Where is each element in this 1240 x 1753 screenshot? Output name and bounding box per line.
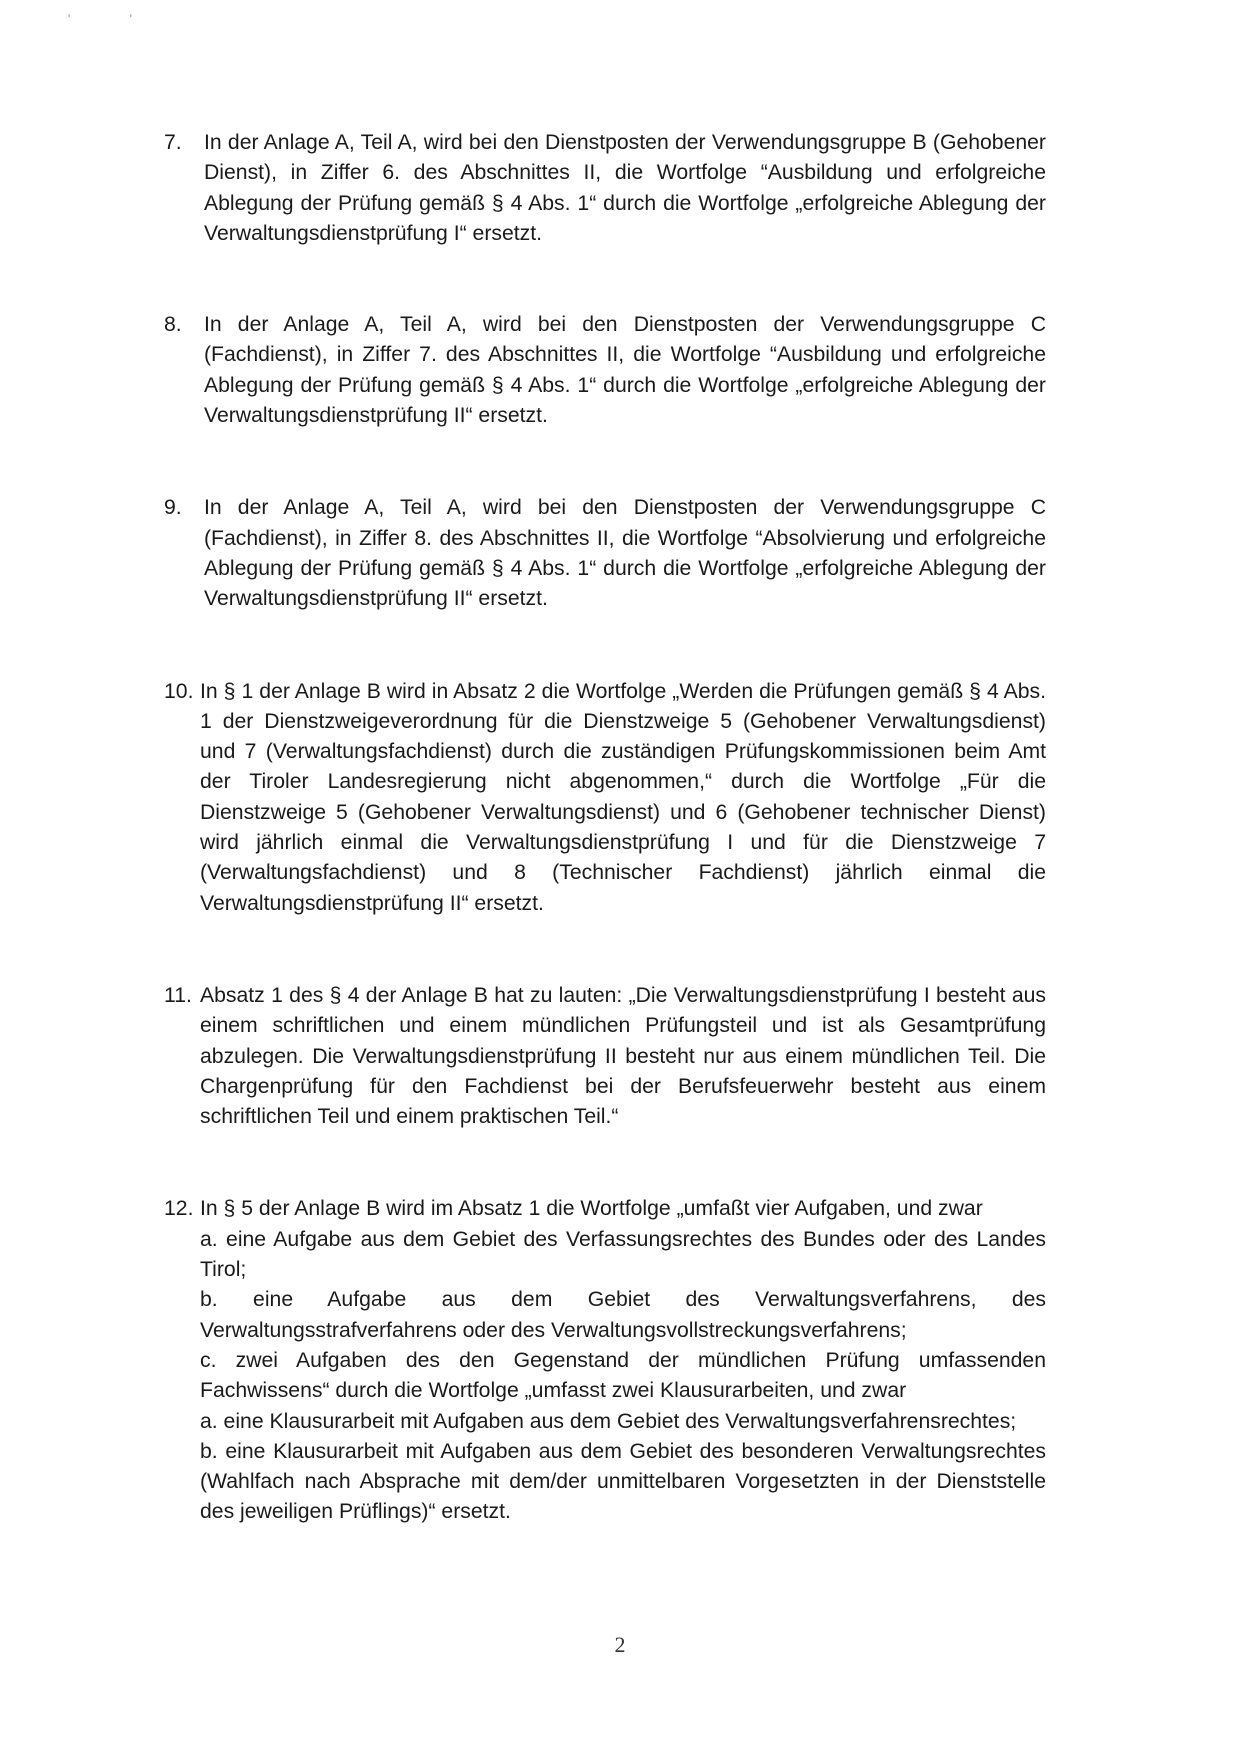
new-sub-item-b: b. eine Klausurarbeit mit Aufgaben aus dem Gebiet des besonderen Verwaltungsrechtes (Wahlfach nach Absprache mit dem/der unmittelbaren Vorgesetzten in der Dienststelle des jeweiligen Prüflings)“ ersetzt. — [200, 1439, 1046, 1524]
new-sub-item-a: a. eine Klausurarbeit mit Aufgaben aus dem Gebiet des Verwaltungsverfahrensrechtes; — [200, 1409, 1017, 1433]
item-text: In § 1 der Anlage B wird in Absatz 2 die Wortfolge „Werden die Prüfungen gemäß § 4 Abs. 1 der Dienstzweigeverordnung für die Dienstzweige 5 (Gehobener Verwaltungsdienst) und 7 (Verwaltungsfachdienst) durch die zuständigen Prüfungskommissionen beim Amt der Tiroler Landesregierung nicht abgenommen,“ durch die Wortfolge „Für die Dienstzweige 5 (Gehobener Verwaltungsdienst) und 6 (Gehobener technischer Dienst) wird jährlich einmal die Verwaltungsdienstprüfung I und für die Dienstzweige 7 (Verwaltungsfachdienst) und 8 (Technischer Fachdienst) jährlich einmal die Verwaltungsdienstprüfung II“ ersetzt. — [200, 679, 1046, 915]
item-text: In der Anlage A, Teil A, wird bei den Dienstposten der Verwendungsgruppe B (Gehobener Dienst), in Ziffer 6. des Abschnittes II, die Wortfolge “Ausbildung und erfolgreiche Ablegung der Prüfung gemäß § 4 Abs. 1“ durch die Wortfolge „erfolgreiche Ablegung der Verwaltungsdienstprüfung I“ ersetzt. — [204, 131, 1046, 245]
item-text: Absatz 1 des § 4 der Anlage B hat zu lauten: „Die Verwaltungsdienstprüfung I besteht aus einem schriftlichen und einem mündlichen Prüfungsteil und ist als Gesamtprüfung abzulegen. Die Verwaltungsdienstprüfung II besteht nur aus einem mündlichen Teil. Die Chargenprüfung für den Fachdienst bei der Berufsfeuerwehr besteht aus einem schriftlichen Teil und einem praktischen Teil.“ — [200, 983, 1046, 1129]
sub-item-c: c. zwei Aufgaben des den Gegenstand der mündlichen Prüfung umfassenden Fachwissens“ durch die Wortfolge „umfasst zwei Klausurarbeiten, und zwar — [200, 1348, 1046, 1403]
item-number: 12. — [164, 1197, 194, 1221]
list-item-7 — [164, 128, 1046, 249]
list-item-12 — [164, 1194, 1046, 1527]
list-item-11 — [164, 981, 1046, 1132]
item-number: 9. — [164, 496, 182, 520]
item-text: In der Anlage A, Teil A, wird bei den Dienstposten der Verwendungsgruppe C (Fachdienst), in Ziffer 7. des Abschnittes II, die Wortfolge “Ausbildung und erfolgreiche Ablegung der Prüfung gemäß § 4 Abs. 1“ durch die Wortfolge „erfolgreiche Ablegung der Verwaltungsdienstprüfung II“ ersetzt. — [204, 313, 1046, 428]
item-number: 10. — [164, 679, 194, 703]
page-number: 2 — [614, 1632, 626, 1657]
item-number: 11. — [164, 983, 192, 1007]
sub-item-b: b. eine Aufgabe aus dem Gebiet des Verwaltungsverfahrens, des Verwaltungsstrafverfahrens oder des Verwaltungsvollstreckungsverfahrens; — [200, 1288, 1046, 1342]
item-intro: In § 5 der Anlage B wird im Absatz 1 die Wortfolge „umfaßt vier Aufgaben, und zwar — [200, 1197, 983, 1221]
amendment-list — [164, 128, 1046, 1528]
item-number: 7. — [164, 131, 182, 154]
sub-item-a: a. eine Aufgabe aus dem Gebiet des Verfassungsrechtes des Bundes oder des Landes Tirol; — [200, 1227, 1046, 1282]
list-item-8 — [164, 310, 1046, 431]
scan-marks: ' ' — [68, 12, 160, 26]
item-number: 8. — [164, 313, 182, 337]
list-item-10 — [164, 677, 1046, 919]
list-item-9 — [164, 493, 1046, 614]
item-text: In der Anlage A, Teil A, wird bei den Dienstposten der Verwendungsgruppe C (Fachdienst), in Ziffer 8. des Abschnittes II, die Wortfolge “Absolvierung und erfolgreiche Ablegung der Prüfung gemäß § 4 Abs. 1“ durch die Wortfolge „erfolgreiche Ablegung der Verwaltungsdienstprüfung II“ ersetzt. — [204, 496, 1046, 611]
